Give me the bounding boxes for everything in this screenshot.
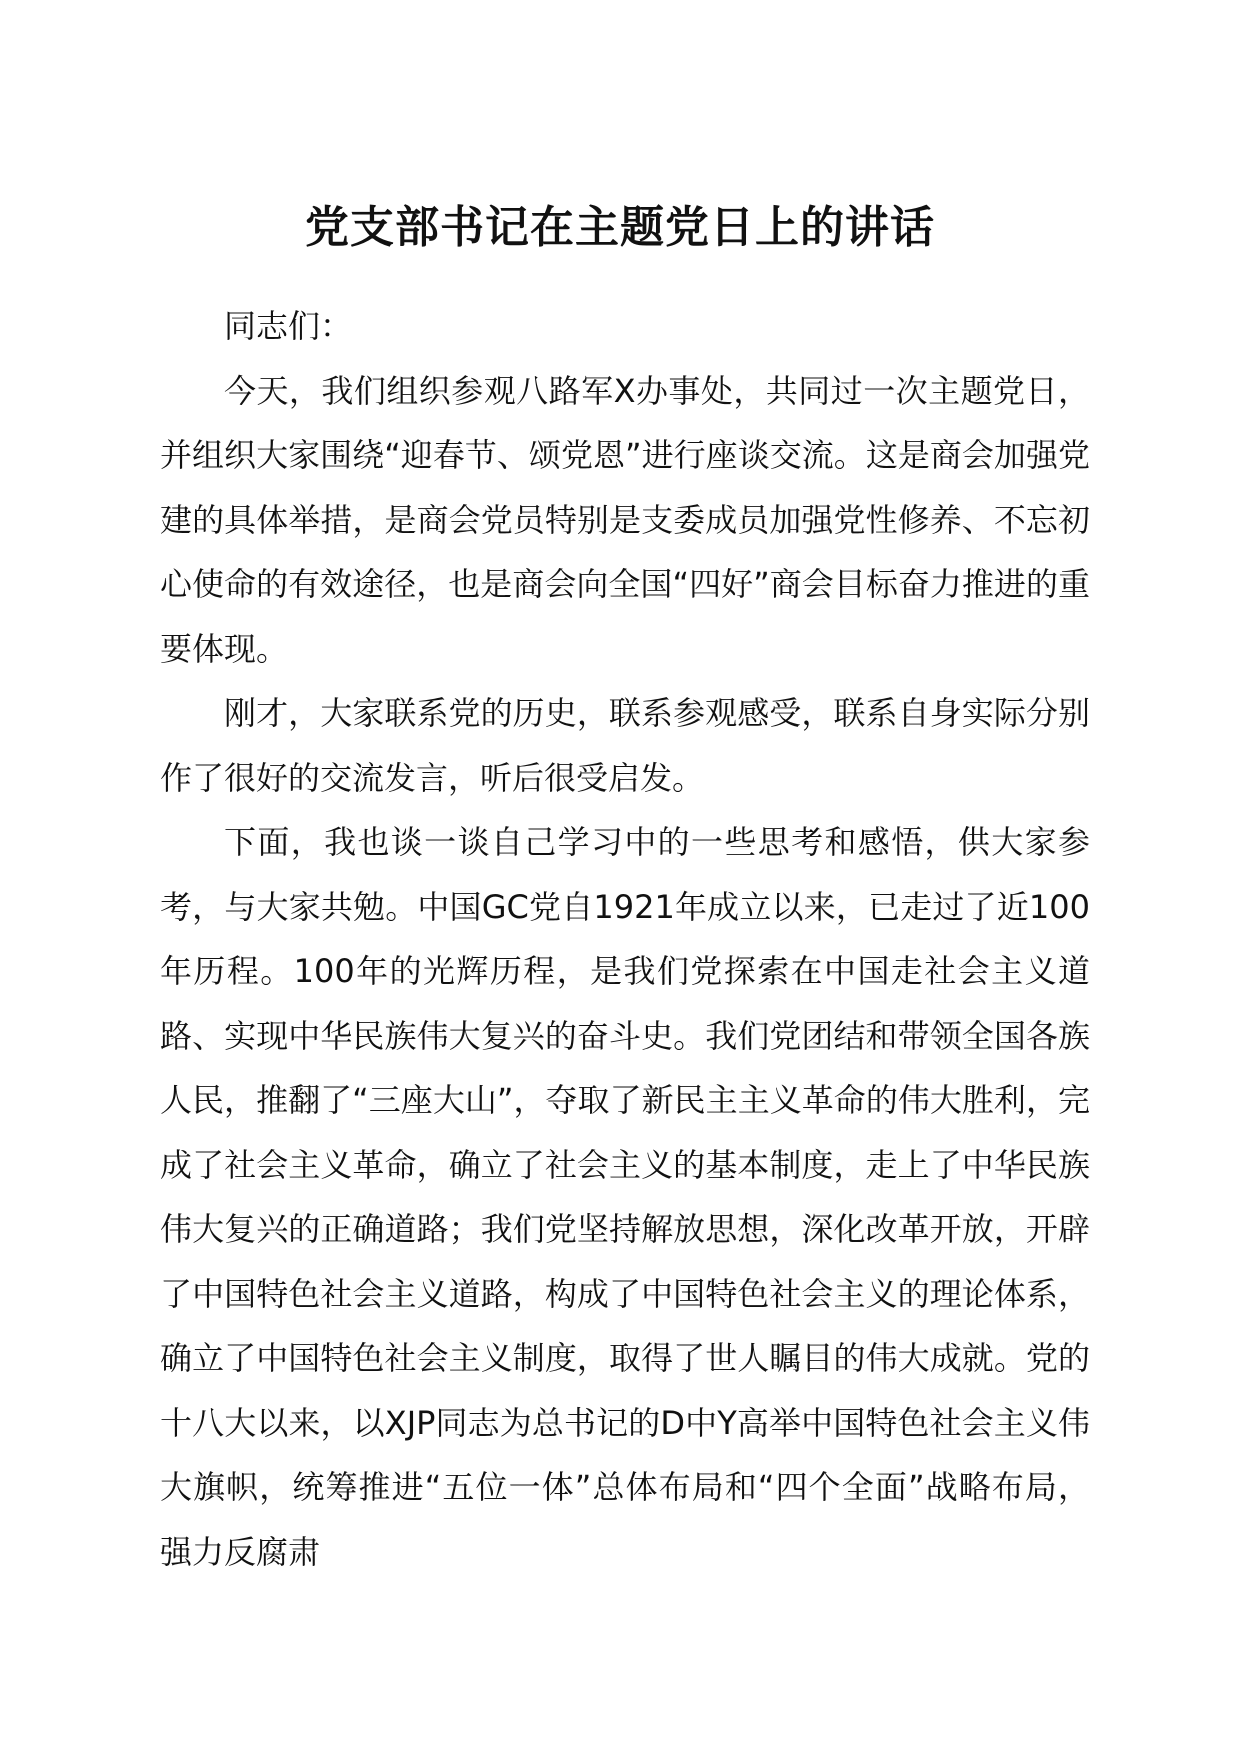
salutation-paragraph: 同志们： — [224, 307, 353, 345]
body-paragraph: 刚才，大家联系党的历史，联系参观感受，联系自身实际分别作了很好的交流发言，听后很受启发。 — [160, 694, 1090, 797]
body-paragraph: 下面，我也谈一谈自己学习中的一些思考和感悟，供大家参考，与大家共勉。中国GC党自1921年成立以来，已走过了近100年历程。100年的光辉历程，是我们党探索在中国走社会主义道路、实现中华民族伟大复兴的奋斗史。我们党团结和带领全国各族人民，推翻了“三座大山”，夺取了新民主主义革命的伟大胜利，完成了社会主义革命，确立了社会主义的基本制度，走上了中华民族伟大复兴的正确道路；我们党坚持解放思想，深化改革开放，开辟了中国特色社会主义道路，构成了中国特色社会主义的理论体系，确立了中国特色社会主义制度，取得了世人瞩目的伟大成就。党的十八大以来，以XJP同志为总书记的D中Y高举中国特色社会主义伟大旗帜，统筹推进“五位一体”总体布局和“四个全面”战略布局，强力反腐肃 — [160, 823, 1090, 1571]
document-body — [160, 294, 1090, 1584]
body-paragraph: 今天，我们组织参观八路军X办事处，共同过一次主题党日，并组织大家围绕“迎春节、颂党恩”进行座谈交流。这是商会加强党建的具体举措，是商会党员特别是支委成员加强党性修养、不忘初心使命的有效途径，也是商会向全国“四好”商会目标奋力推进的重要体现。 — [160, 371, 1090, 668]
document-title: 党支部书记在主题党日上的讲话 — [305, 202, 935, 253]
